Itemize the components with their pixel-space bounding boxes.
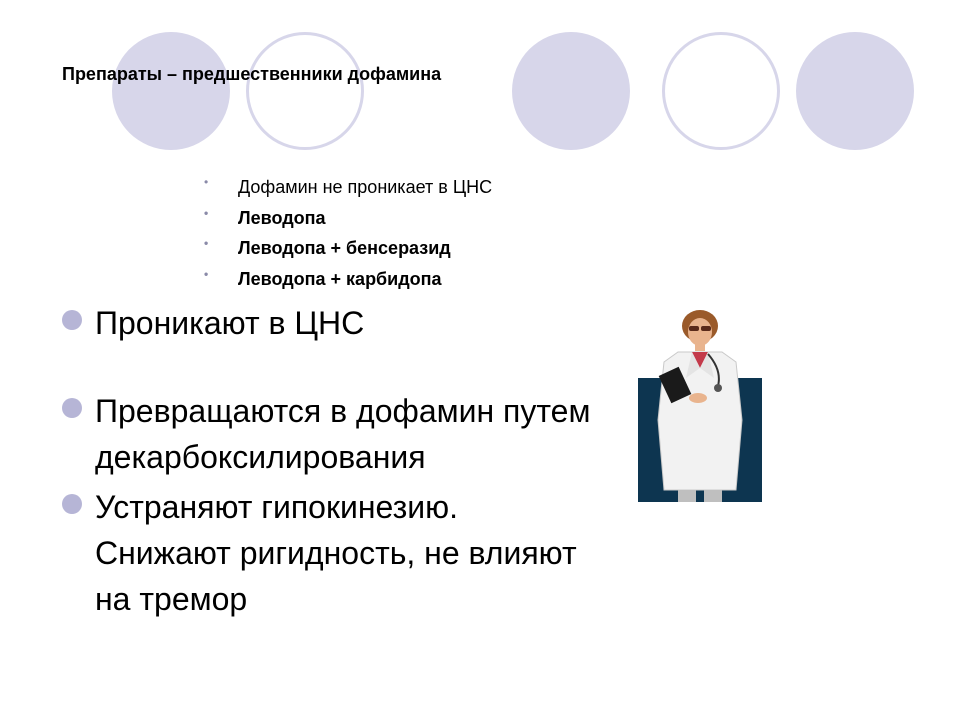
sub-bullet-list [204,172,492,294]
doctor-clipart-icon [638,300,762,502]
decor-circle-1 [112,32,230,150]
sub-list-item-text: Дофамин не проникает в ЦНС [238,177,493,197]
sub-list-item-text: Леводопа + бенсеразид [238,238,451,258]
main-bullet-list [62,300,602,622]
sub-list-item-text: Леводопа + карбидопа [238,268,442,289]
sub-list-item [204,264,492,295]
sub-list-item [204,172,492,203]
decor-circle-4 [662,32,780,150]
main-list-item-text: Устраняют гипокинезию. Снижают ригидность, не влияют на тремор [95,489,577,617]
main-list-item-text: Проникают в ЦНС [95,305,365,341]
bullet-dot-icon: • [204,266,209,281]
slide-title: Препараты – предшественники дофамина [62,64,442,84]
sub-list-item [204,233,492,264]
decor-circle-2 [246,32,364,150]
circle-bullet-icon [62,310,82,330]
bullet-dot-icon: • [204,236,209,250]
main-list-item-text: Превращаются в дофамин путем декарбоксилирования [95,393,591,475]
bullet-dot-icon: • [204,205,209,220]
main-list-item [62,388,602,480]
circle-bullet-icon [62,398,82,418]
bullet-dot-icon: • [204,175,209,189]
sub-list-item [204,203,492,234]
sub-list-item-text: Леводопа [238,207,326,228]
circle-bullet-icon [62,494,82,514]
decor-circle-5 [796,32,914,150]
main-list-item [62,484,602,622]
main-list-item [62,300,602,346]
decor-circle-3 [512,32,630,150]
